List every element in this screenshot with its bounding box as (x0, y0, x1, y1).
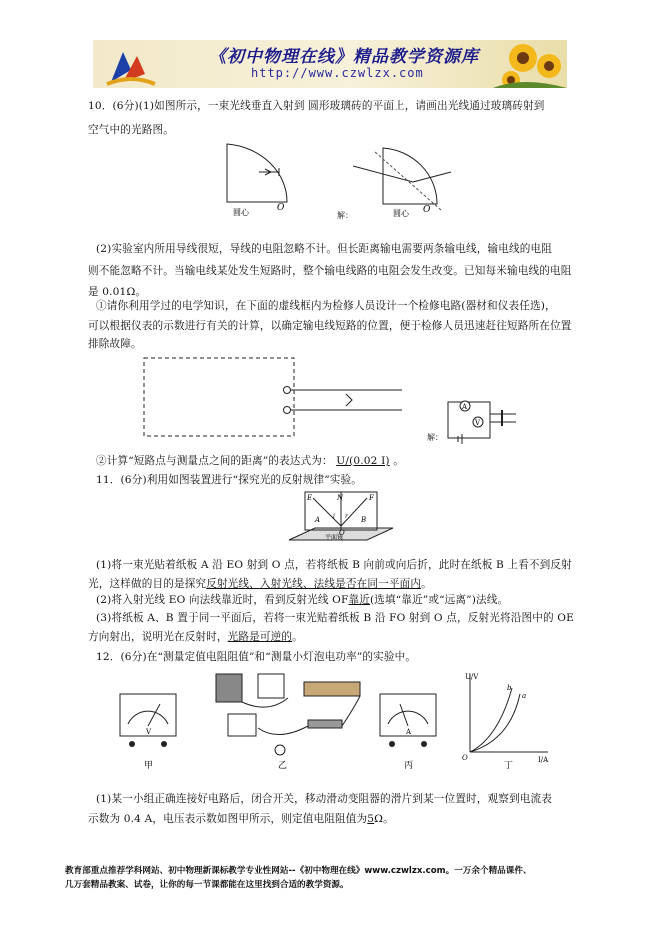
banner-url[interactable]: http://www.czwlzx.com (251, 66, 424, 80)
q10-p4-suffix: 。 (393, 455, 404, 467)
q11-p3-line1: (3)将纸板 A、B 置于同一平面后，若将一束光贴着纸板 B 沿 FO 射到 O 点，反射光将沿图中的 OE (96, 612, 574, 624)
q11-label-b: B (361, 516, 367, 524)
q10-voltmeter-label: V (475, 419, 481, 427)
q12-label-jia: 甲 (144, 761, 154, 771)
q11-label-o: O (339, 529, 345, 537)
q12-jia-meter-label: V (146, 728, 152, 736)
q12-p1-line2 (88, 810, 588, 829)
q12-graph-o-label: O (462, 754, 468, 762)
site-logo-icon (101, 44, 161, 86)
q11-label-a: A (315, 516, 321, 524)
q10-line1: 10．(6分)(1)如图所示，一束光线垂直入射到 圆形玻璃砖的平面上，请画出光线通过玻璃砖射到 (88, 100, 545, 112)
q10-solution-label-2: 解： (427, 433, 443, 442)
q10-p4 (96, 452, 596, 471)
sunflower-icon (493, 40, 567, 88)
q11-label-f: F (369, 494, 374, 502)
q10-ammeter-label: A (462, 403, 468, 411)
q10-p4-prefix: ②计算“短路点与测量点之间的距离”的表达式为： (96, 455, 333, 467)
q12-graph-b-label: b (507, 684, 512, 692)
q12-bing-meter-label: A (406, 728, 412, 736)
q12-graph-a-label: a (522, 692, 527, 700)
q10-p2-line3: 是 0.01Ω。 (88, 286, 147, 298)
q10-p2-line2: 则不能忽略不计。当输电线某处发生短路时，整个输电线路的电阻会发生改变。已知每米输电线的电阻 (88, 265, 572, 277)
q11-line1: 11．(6分)利用如图装置进行“探究光的反射规律”实验。 (96, 474, 362, 486)
q10-p3-line1: ①请你利用学过的电学知识，在下面的虚线框内为检修人员设计一个检修电路(器材和仪表任选)， (96, 300, 556, 312)
q11-p2-suffix: (选填“靠近”或“远离”)法线。 (369, 594, 509, 606)
q12-p1-answer: 5 (367, 813, 375, 825)
banner-title: 《初中物理在线》精品教学资源库 (209, 47, 479, 67)
q11-reflection-figure (285, 488, 395, 546)
q10-center-label-2: 圆心 (393, 209, 409, 218)
q12-graph-x-label: I/A (538, 756, 549, 764)
q10-line2: 空气中的光路图。 (88, 124, 174, 136)
footer-line1: 教育部重点推荐学科网站、初中物理新课标教学专业性网站--《初中物理在线》www.czwlzx.com。一万余个精品课件、 (65, 866, 532, 876)
q11-label-mirror: 平面镜 (325, 534, 344, 541)
q12-experiment-figure (118, 668, 558, 776)
q12-label-ding: 丁 (504, 761, 514, 771)
q11-label-r: r (345, 513, 348, 520)
q12-graph-y-label: U/V (465, 673, 479, 681)
q10-center-label-1: 圆心 (233, 208, 249, 217)
q10-glass-figure (215, 140, 455, 222)
header-banner (93, 40, 567, 88)
q11-p1-answer: 反射光线、入射光线、法线是否在同一平面内 (206, 578, 422, 590)
q12-label-bing: 丙 (404, 761, 414, 771)
q10-circuit-figure (140, 352, 520, 444)
q10-p4-answer: U/(0.02 I) (336, 455, 390, 467)
q12-label-yi: 乙 (278, 761, 288, 771)
q11-label-i: i (333, 513, 335, 520)
q11-p3-suffix: 。 (292, 631, 303, 643)
q10-p3-line2: 可以根据仪表的示数进行有关的计算，以确定输电线短路的位置，便于检修人员迅速赶往短路所在位置 (88, 320, 572, 332)
q11-p2-prefix: (2)将入射光线 EO 向法线靠近时，看到反射光线 OF (96, 594, 349, 606)
q10-p2-line1: (2)实验室内所用导线很短，导线的电阻忽略不计。但长距离输电需要两条输电线，输电线的电阻 (96, 243, 552, 255)
q11-p1-prefix: 光，这样做的目的是探究 (88, 578, 207, 590)
q12-p1-suffix: Ω。 (374, 813, 394, 825)
q11-p3-answer: 光路是可逆的 (227, 631, 293, 643)
footer-line2: 几万套精品教案、试卷，让你的每一节课都能在这里找到合适的教学资源。 (65, 880, 349, 890)
q12-line1: 12．(6分)在“测量定值电阻阻值”和“测量小灯泡电功率”的实验中。 (96, 651, 417, 663)
q11-p1-suffix: 。 (421, 578, 432, 590)
q11-p2 (96, 591, 596, 610)
q10-o-label: O (277, 203, 285, 213)
q11-p3-prefix: 方向射出，说明光在反射时， (88, 631, 228, 643)
q12-p1-line1: (1)某一小组正确连接好电路后，闭合开关，移动滑动变阻器的滑片到某一位置时，观察到电流表 (96, 793, 552, 805)
svg-text:O: O (423, 205, 431, 215)
q10-solution-label-1: 解： (337, 211, 353, 220)
q11-label-e: E (307, 494, 313, 502)
q11-label-n: N (337, 494, 344, 502)
q10-p3-line3: 排除故障。 (88, 338, 142, 350)
q11-p1-line1: (1)将一束光贴着纸板 A 沿 EO 射到 O 点，若将纸板 B 向前或向后折，此时在纸板 B 上看不到反射 (96, 559, 572, 571)
q12-p1-prefix: 示数为 0.4 A，电压表示数如图甲所示，则定值电阻阻值为 (88, 813, 368, 825)
q11-p3-line2 (88, 628, 588, 647)
q11-p2-answer: 靠近 (348, 594, 370, 606)
